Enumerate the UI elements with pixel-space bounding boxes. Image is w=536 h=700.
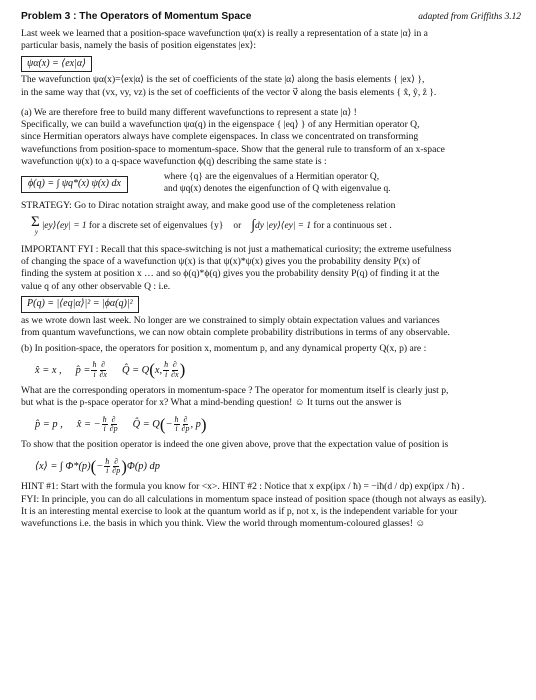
header — [21, 10, 521, 24]
fyi-line-3: wavefunctions i.e. the basis in which you think. View the world through momentum-coloured glasses! ☺ — [21, 518, 426, 530]
part-a-line-5: wavefunction ψ(x) to a q-space wavefunction ϕ(q) describing the same state is : — [21, 155, 327, 167]
momentum-space-operators: p̂ = p , x̂ = − $\frac{ħ}{i}$ $\frac{\partial}{\partial p}$ Q̂ = Q ( − $\frac{ħ}{i}$ $\frac{\partial}{\partial p}$ , p ) — [35, 414, 207, 434]
part-a-line-1: (a) We are therefore free to build many different wavefunctions to represent a state |α⟩ ! — [21, 106, 357, 118]
x-operator: x̂ = x , — [35, 364, 62, 376]
d-dp-3: $\frac{\partial}{\partial p}$ — [112, 456, 121, 476]
probability-box: P(q) = |⟨eq|α⟩|² = |ϕα(q)|² — [21, 296, 139, 313]
part-b-line-3: but what is the p-space operator for x? What a mind-bending question! ☺ It turns out the answer is — [21, 397, 402, 409]
important-line-5: as we wrote down last week. No longer are we constrained to simply obtain expectation values and variances — [21, 314, 440, 326]
part-a-line-4: wavefunctions from position-space to momentum-space. Show that the general rule to transform of an x-space — [21, 143, 445, 155]
hbar-over-i: $\frac{ħ}{i}$ — [92, 360, 97, 379]
intro-line-3: The wavefunction ψα(x)=⟨ex|α⟩ is the set of coefficients of the state |α⟩ along the basis elements { |ex⟩ }, — [21, 74, 425, 86]
d-dx-2: $\frac{\partial}{\partial x}$ — [171, 360, 179, 379]
q-operator-mom-label: Q̂ = Q — [132, 418, 160, 430]
sigma-icon: Σ — [31, 213, 40, 230]
intro-line-1: Last week we learned that a position-space wavefunction ψα(x) is really a representation of a state |α⟩ in a — [21, 28, 428, 39]
transform-note-1: where {q} are the eigenvalues of a Hermitian operator Q, — [163, 172, 380, 183]
discrete-completeness: |ey⟩⟨ey| = 1 — [41, 220, 87, 231]
part-a-line-2: Specifically, we can build a wavefunction ψα(q) in the eigenspace { |eq⟩ } of any Hermitian operator Q, — [21, 119, 420, 131]
summation-symbol — [31, 213, 42, 237]
problem-title: Problem 3 : The Operators of Momentum Space — [21, 11, 252, 22]
part-b-line-2: What are the corresponding operators in momentum-space ? The operator for momentum itself is clearly just p, — [21, 385, 449, 397]
hbar-over-i-5: $\frac{ħ}{i}$ — [105, 456, 110, 476]
position-space-operators: x̂ = x , p̂ = $\frac{ħ}{i}$ $\frac{\partial}{\partial x}$ Q̂ = Q ( x, $\frac{ħ}{i}$ $\frac{\partial}{\partial x}$ ) — [35, 360, 186, 380]
x-operator-mom-label: x̂ = − — [76, 418, 101, 430]
d-dp-2: $\frac{\partial}{\partial p}$ — [181, 414, 190, 434]
important-line-3: finding the system at position x … and so ϕ(q)*ϕ(q) gives you the probability density P(q) of finding it at the — [21, 268, 440, 280]
strategy-line: STRATEGY: Go to Dirac notation straight away, and make good use of the completeness relation — [21, 199, 396, 211]
worksheet-page — [21, 10, 521, 531]
fyi-line-1: FYI: In principle, you can do all calculations in momentum space instead of position space (though not always as easily). — [21, 493, 487, 505]
intro-line-4: in the same way that (vx, vy, vz) is the set of coefficients of the vector v⃗ along the basis elements { x̂, ŷ, ẑ }. — [21, 86, 437, 98]
completeness-relations — [31, 213, 521, 237]
important-line-6: from quantum wavefunctions, we can now obtain complete probability distributions in terms of any observable. — [21, 326, 450, 338]
part-a-line-3: since Hermitian operators always have complete eigenspaces. In class we concentrated on transforming — [21, 131, 419, 143]
continuous-completeness-text: for a continuous set . — [313, 220, 392, 231]
transform-rule-box: ϕ(q) = ∫ ψq*(x) ψ(x) dx — [21, 176, 128, 193]
expectation-left: ⟨x⟩ = ∫ Φ*(p) — [35, 460, 91, 472]
source-note: adapted from Griffiths 3.12 — [418, 12, 521, 22]
integral-icon: ∫ — [251, 217, 256, 233]
hbar-over-i-4: $\frac{ħ}{i}$ — [174, 414, 179, 434]
p-operator-label: p̂ = — [75, 364, 91, 376]
expectation-right: Φ(p) dp — [126, 460, 160, 472]
continuous-completeness: dy |ey⟩⟨ey| = 1 — [255, 220, 312, 231]
summation-index: y — [34, 228, 38, 237]
position-wavefunction-box: ψα(x) = ⟨ex|α⟩ — [21, 56, 92, 73]
hbar-over-i-2: $\frac{ħ}{i}$ — [164, 360, 169, 379]
important-line-1: IMPORTANT FYI : Recall that this space-switching is not just a mathematical curiosity; the extreme usefulness — [21, 243, 452, 255]
transform-rule-row — [21, 172, 521, 196]
transform-rule-notes — [164, 172, 391, 196]
hint-line-1: HINT #1: Start with the formula you know for <x>. HINT #2 : Notice that x exp(ipx / ħ) = −iħ(d / dp) exp(ipx / ħ) . — [21, 481, 465, 493]
d-dp: $\frac{\partial}{\partial p}$ — [109, 414, 118, 434]
important-line-2: of changing the space of a wavefunction ψ(x) is that ψ(x)*ψ(x) gives you the probability density P(x) of — [21, 256, 421, 268]
part-b-line-4: To show that the position operator is indeed the one given above, prove that the expectation value of position is — [21, 439, 449, 451]
discrete-completeness-text: for a discrete set of eigenvalues {y} — [88, 220, 224, 231]
intro-line-2: particular basis, namely the basis of position eigenstates |ex⟩: — [21, 40, 257, 52]
transform-note-2: and ψq(x) denotes the eigenfunction of Q with eigenvalue q. — [163, 183, 391, 194]
expectation-value-equation: ⟨x⟩ = ∫ Φ*(p) ( − $\frac{ħ}{i}$ $\frac{\partial}{\partial p}$ ) Φ(p) dp — [35, 456, 160, 476]
part-b-line-1: (b) In position-space, the operators for position x, momentum p, and any dynamical property Q(x, p) are : — [21, 343, 427, 355]
p-operator-mom: p̂ = p , — [35, 418, 63, 430]
or-word: or — [233, 220, 242, 231]
q-operator-label: Q̂ = Q — [121, 364, 150, 376]
fyi-line-2: It is an interesting mental exercise to look at the quantum world as if p, not x, is the independent variable for your — [21, 505, 458, 517]
d-dx: $\frac{\partial}{\partial x}$ — [99, 360, 107, 379]
hbar-over-i-3: $\frac{ħ}{i}$ — [102, 414, 107, 434]
important-line-4: value q of any other observable Q : i.e. — [21, 280, 171, 292]
